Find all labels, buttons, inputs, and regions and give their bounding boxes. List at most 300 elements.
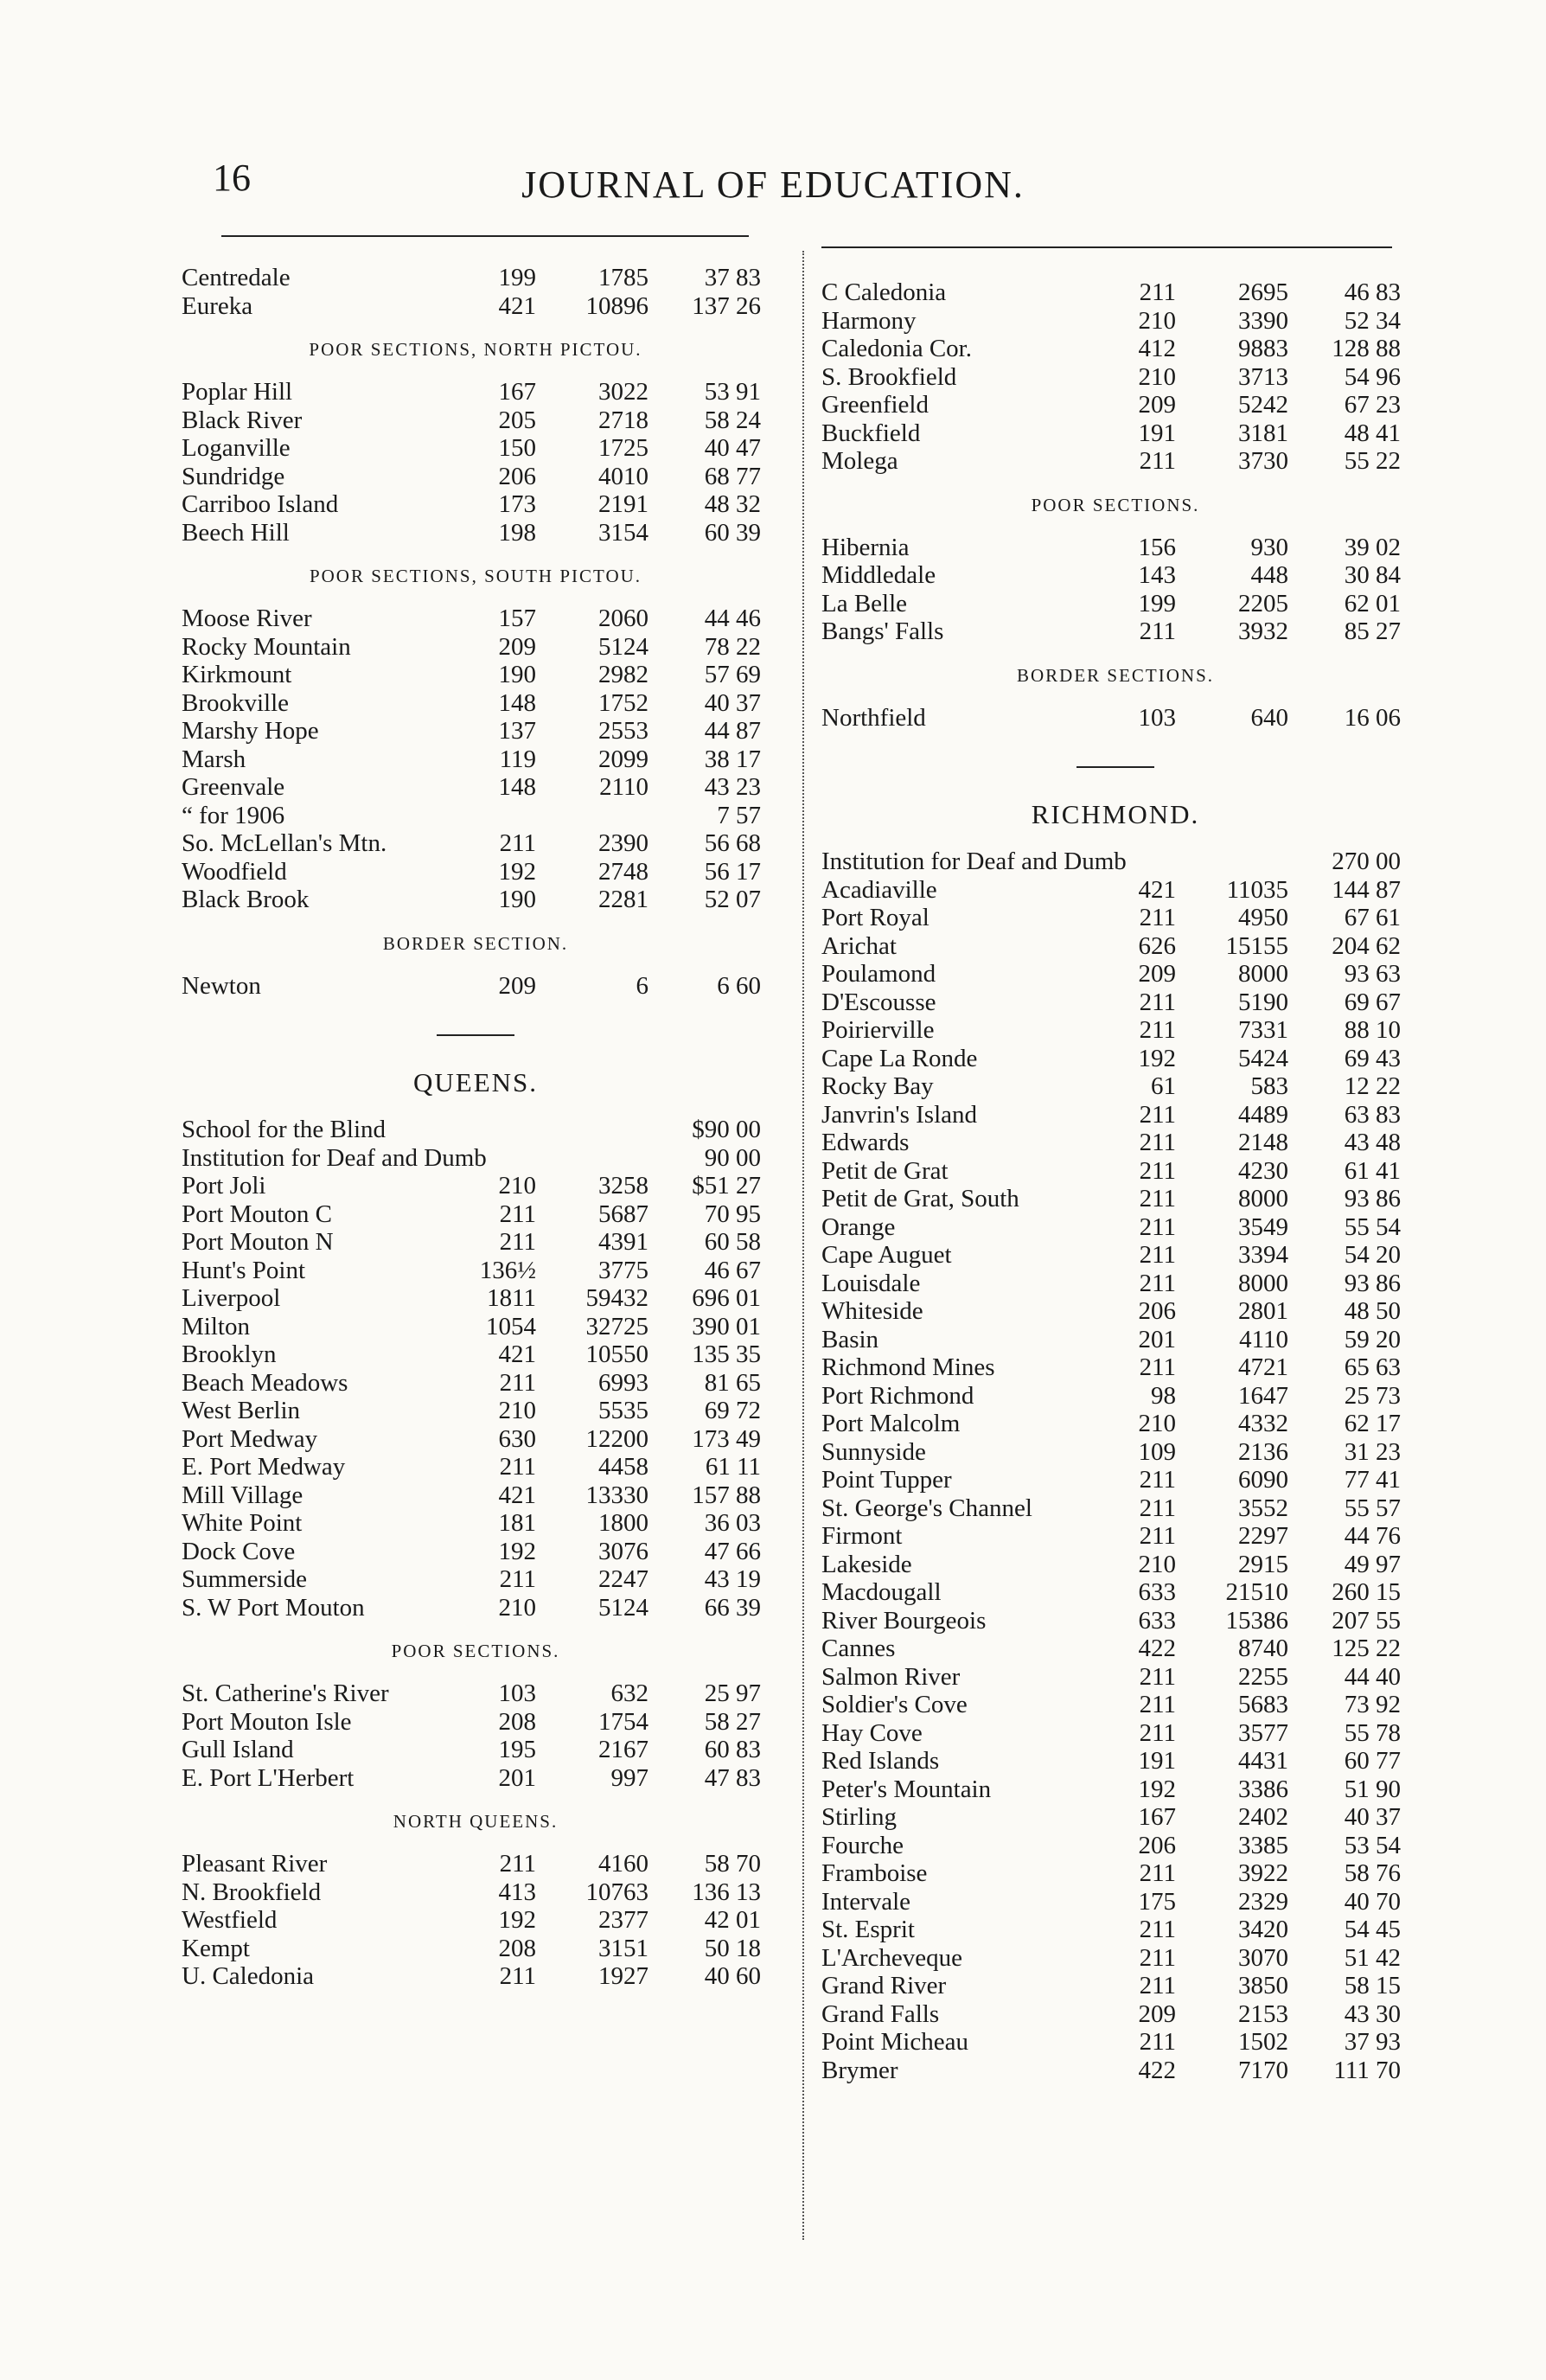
entry-days: 209 bbox=[498, 632, 536, 661]
table-row bbox=[182, 1453, 770, 1481]
entry-name: Port Malcolm bbox=[821, 1410, 961, 1437]
entry-attendance: 997 bbox=[610, 1763, 648, 1792]
entry-attendance: 10550 bbox=[585, 1340, 648, 1368]
entry-name: Kirkmount bbox=[182, 661, 292, 688]
entry-days: 633 bbox=[1138, 1578, 1176, 1606]
poor-north-table bbox=[182, 378, 770, 547]
entry-name: Acadiaville bbox=[821, 875, 937, 904]
entry-name: Eureka bbox=[182, 291, 253, 320]
entry-days: 209 bbox=[1138, 391, 1176, 419]
table-row bbox=[821, 307, 1409, 336]
entry-days: 412 bbox=[1138, 335, 1176, 362]
table-row bbox=[821, 1129, 1409, 1157]
entry-name: Institution for Deaf and Dumb bbox=[182, 1143, 487, 1172]
entry-attendance: 21510 bbox=[1225, 1578, 1288, 1606]
entry-attendance: 8000 bbox=[1238, 1185, 1288, 1212]
entry-amount: 88 10 bbox=[1344, 1016, 1401, 1044]
entry-name: Gull Island bbox=[182, 1736, 294, 1763]
entry-name: Liverpool bbox=[182, 1284, 281, 1312]
entry-name: St. Catherine's River bbox=[182, 1679, 389, 1707]
entry-amount: 56 17 bbox=[704, 857, 761, 886]
entry-amount: 696 01 bbox=[692, 1284, 761, 1312]
table-row bbox=[821, 932, 1409, 961]
entry-days: 201 bbox=[1138, 1325, 1176, 1353]
entry-attendance: 2191 bbox=[598, 490, 648, 518]
entry-amount: 58 70 bbox=[704, 1850, 761, 1878]
entry-days: 191 bbox=[1138, 419, 1176, 447]
table-row bbox=[821, 1101, 1409, 1129]
entry-amount: 144 87 bbox=[1332, 875, 1401, 904]
entry-amount: 55 54 bbox=[1344, 1212, 1401, 1241]
entry-attendance: 2329 bbox=[1238, 1887, 1288, 1916]
entry-days: 167 bbox=[1138, 1803, 1176, 1831]
richmond-table bbox=[821, 848, 1409, 2084]
left-top-table bbox=[182, 264, 770, 320]
entry-days: 192 bbox=[498, 1906, 536, 1934]
entry-attendance: 7331 bbox=[1238, 1016, 1288, 1044]
table-row bbox=[182, 1679, 770, 1708]
entry-attendance: 3775 bbox=[598, 1256, 648, 1284]
entry-attendance: 2110 bbox=[599, 773, 648, 801]
entry-amount: 39 02 bbox=[1344, 533, 1401, 561]
table-row bbox=[182, 661, 770, 689]
entry-amount: 43 23 bbox=[704, 773, 761, 801]
right-top-table bbox=[821, 278, 1409, 476]
entry-days: 211 bbox=[499, 1228, 536, 1256]
table-row bbox=[182, 689, 770, 718]
entry-days: 422 bbox=[1138, 1635, 1176, 1662]
entry-amount: 58 24 bbox=[704, 406, 761, 434]
entry-days: 206 bbox=[1138, 1831, 1176, 1859]
entry-name: Beach Meadows bbox=[182, 1368, 348, 1397]
table-row bbox=[821, 1045, 1409, 1073]
table-row bbox=[821, 534, 1409, 562]
entry-name: Intervale bbox=[821, 1887, 911, 1916]
entry-name: Molega bbox=[821, 447, 898, 475]
entry-attendance: 4458 bbox=[598, 1453, 648, 1481]
entry-attendance: 3552 bbox=[1238, 1494, 1288, 1522]
entry-name: Cape La Ronde bbox=[821, 1044, 978, 1072]
entry-attendance: 2167 bbox=[598, 1736, 648, 1763]
entry-amount: 69 43 bbox=[1344, 1044, 1401, 1072]
entry-days: 211 bbox=[499, 1850, 536, 1878]
table-row bbox=[821, 1213, 1409, 1242]
table-row bbox=[182, 1340, 770, 1369]
entry-name: Caledonia Cor. bbox=[821, 335, 972, 362]
table-row bbox=[821, 1353, 1409, 1382]
entry-days: 211 bbox=[1139, 1269, 1176, 1297]
entry-attendance: 1752 bbox=[598, 688, 648, 717]
entry-name: So. McLellan's Mtn. bbox=[182, 829, 387, 857]
entry-amount: 40 60 bbox=[704, 1962, 761, 1990]
entry-days: 211 bbox=[1139, 1972, 1176, 1999]
entry-name: La Belle bbox=[821, 589, 908, 617]
entry-attendance: 1647 bbox=[1238, 1381, 1288, 1410]
entry-name: Louisdale bbox=[821, 1269, 921, 1297]
entry-amount: 270 00 bbox=[1332, 848, 1401, 875]
entry-attendance: 2060 bbox=[598, 605, 648, 632]
entry-amount: 40 47 bbox=[704, 434, 761, 462]
entry-days: 211 bbox=[1139, 1522, 1176, 1550]
entry-days: 143 bbox=[1138, 561, 1176, 589]
entry-name: Black River bbox=[182, 406, 303, 434]
section-heading: BORDER SECTION. bbox=[382, 932, 569, 954]
entry-days: 211 bbox=[1139, 988, 1176, 1016]
table-row bbox=[821, 1185, 1409, 1213]
entry-name: Sunnyside bbox=[821, 1437, 926, 1466]
entry-amount: 77 41 bbox=[1344, 1466, 1401, 1494]
entry-amount: 93 63 bbox=[1344, 960, 1401, 988]
entry-amount: 30 84 bbox=[1344, 561, 1401, 589]
entry-days: 209 bbox=[1138, 1999, 1176, 2028]
entry-days: 211 bbox=[1139, 1241, 1176, 1269]
entry-attendance: 3394 bbox=[1238, 1241, 1288, 1269]
entry-days: 199 bbox=[498, 264, 536, 291]
entry-name: Orange bbox=[821, 1212, 896, 1241]
queens-poor-table bbox=[182, 1679, 770, 1792]
entry-name: Hibernia bbox=[821, 533, 910, 561]
entry-days: 211 bbox=[1139, 1494, 1176, 1522]
entry-days: 198 bbox=[498, 518, 536, 547]
entry-amount: 51 90 bbox=[1344, 1775, 1401, 1803]
entry-days: 205 bbox=[498, 406, 536, 434]
entry-attendance: 5124 bbox=[598, 632, 648, 661]
entry-name: Whiteside bbox=[821, 1297, 923, 1325]
entry-attendance: 10763 bbox=[585, 1878, 648, 1906]
table-row bbox=[182, 1313, 770, 1341]
entry-attendance: 3713 bbox=[1238, 362, 1288, 391]
entry-amount: 54 96 bbox=[1344, 362, 1401, 391]
entry-name: E. Port L'Herbert bbox=[182, 1763, 355, 1792]
entry-amount: 69 67 bbox=[1344, 988, 1401, 1016]
entry-amount: 69 72 bbox=[704, 1397, 761, 1424]
entry-amount: 52 07 bbox=[704, 886, 761, 913]
table-row bbox=[182, 1594, 770, 1622]
entry-amount: 204 62 bbox=[1332, 931, 1401, 960]
entry-name: L'Archeveque bbox=[821, 1943, 963, 1972]
table-row bbox=[821, 2028, 1409, 2057]
entry-name: St. George's Channel bbox=[821, 1494, 1032, 1522]
entry-days: 190 bbox=[498, 886, 536, 913]
entry-name: Poirierville bbox=[821, 1016, 935, 1044]
entry-name: Rocky Mountain bbox=[182, 632, 351, 661]
entry-attendance: 930 bbox=[1250, 533, 1288, 561]
entry-name: Marshy Hope bbox=[182, 717, 319, 745]
entry-attendance bbox=[536, 1144, 648, 1173]
entry-name: Salmon River bbox=[821, 1662, 961, 1691]
entry-days: 206 bbox=[498, 462, 536, 490]
entry-name: Edwards bbox=[821, 1129, 910, 1156]
table-row bbox=[182, 1906, 770, 1935]
entry-attendance: 2247 bbox=[598, 1565, 648, 1593]
entry-name: Woodfield bbox=[182, 857, 287, 886]
table-row bbox=[821, 1494, 1409, 1523]
entry-attendance: 2695 bbox=[1238, 278, 1288, 306]
table-row bbox=[821, 1578, 1409, 1607]
table-row bbox=[182, 463, 770, 491]
entry-name: Basin bbox=[821, 1325, 879, 1353]
entry-days: 211 bbox=[1139, 278, 1176, 306]
entry-attendance: 3730 bbox=[1238, 447, 1288, 475]
table-row bbox=[821, 1382, 1409, 1411]
entry-days: 208 bbox=[498, 1707, 536, 1736]
entry-days: 1811 bbox=[487, 1284, 536, 1312]
entry-amount: 46 83 bbox=[1344, 278, 1401, 306]
county-heading-richmond: RICHMOND. bbox=[1031, 799, 1200, 829]
entry-amount: 46 67 bbox=[704, 1256, 761, 1284]
entry-days: 103 bbox=[1138, 703, 1176, 732]
table-row bbox=[821, 1972, 1409, 2000]
entry-name: C Caledonia bbox=[821, 278, 947, 306]
entry-days: 211 bbox=[1139, 1466, 1176, 1494]
entry-name: Northfield bbox=[821, 703, 926, 732]
entry-amount: 128 88 bbox=[1332, 335, 1401, 362]
entry-amount: 73 92 bbox=[1344, 1691, 1401, 1718]
table-row bbox=[821, 1466, 1409, 1494]
entry-name: Port Joli bbox=[182, 1172, 266, 1200]
entry-name: Newton bbox=[182, 971, 261, 1000]
entry-name: Brooklyn bbox=[182, 1340, 277, 1368]
table-row bbox=[182, 519, 770, 547]
entry-days: 191 bbox=[1138, 1747, 1176, 1775]
table-row bbox=[821, 704, 1409, 733]
entry-amount: 25 73 bbox=[1344, 1381, 1401, 1410]
entry-amount: 61 41 bbox=[1344, 1156, 1401, 1185]
entry-amount: 67 61 bbox=[1344, 904, 1401, 931]
entry-amount: 67 23 bbox=[1344, 391, 1401, 419]
entry-name: Centredale bbox=[182, 264, 291, 291]
entry-attendance: 1725 bbox=[598, 434, 648, 462]
table-row bbox=[821, 1157, 1409, 1186]
entry-days: 211 bbox=[1139, 1859, 1176, 1887]
entry-name: Petit de Grat, South bbox=[821, 1185, 1019, 1212]
entry-attendance: 4489 bbox=[1238, 1100, 1288, 1129]
entry-attendance: 3022 bbox=[598, 378, 648, 406]
table-row bbox=[182, 1565, 770, 1594]
entry-amount: $90 00 bbox=[692, 1116, 761, 1143]
entry-amount: 59 20 bbox=[1344, 1325, 1401, 1353]
entry-name: Marsh bbox=[182, 745, 246, 773]
entry-amount: 37 83 bbox=[704, 264, 761, 291]
entry-days: 211 bbox=[1139, 617, 1176, 645]
entry-attendance: 2402 bbox=[1238, 1803, 1288, 1831]
entry-attendance: 3181 bbox=[1238, 419, 1288, 447]
entry-attendance: 2748 bbox=[598, 857, 648, 886]
section-heading: POOR SECTIONS. bbox=[391, 1641, 560, 1661]
table-row bbox=[821, 1888, 1409, 1916]
entry-attendance: 5190 bbox=[1238, 988, 1288, 1016]
table-row bbox=[182, 972, 770, 1001]
entry-amount: 40 70 bbox=[1344, 1887, 1401, 1916]
table-row bbox=[821, 904, 1409, 932]
section-divider-dash bbox=[437, 1034, 514, 1036]
table-row bbox=[182, 717, 770, 745]
entry-amount: 25 97 bbox=[704, 1679, 761, 1707]
entry-amount: 68 77 bbox=[704, 462, 761, 490]
entry-name: Poplar Hill bbox=[182, 378, 293, 406]
entry-days: 211 bbox=[1139, 1016, 1176, 1044]
entry-days: 211 bbox=[1139, 1129, 1176, 1156]
entry-name: Kempt bbox=[182, 1934, 250, 1962]
entry-name: E. Port Medway bbox=[182, 1453, 346, 1481]
entry-attendance: 2801 bbox=[1238, 1297, 1288, 1325]
table-row bbox=[821, 447, 1409, 476]
entry-name: “ for 1906 bbox=[182, 801, 285, 829]
entry-attendance: 2982 bbox=[598, 661, 648, 688]
entry-name: Grand Falls bbox=[821, 1999, 940, 2028]
table-row bbox=[821, 848, 1409, 876]
entry-days: 192 bbox=[1138, 1044, 1176, 1072]
top-rule-right bbox=[821, 246, 1392, 248]
entry-amount: 81 65 bbox=[704, 1368, 761, 1397]
entry-attendance: 583 bbox=[1250, 1072, 1288, 1100]
section-heading: POOR SECTIONS. bbox=[1031, 494, 1200, 515]
entry-attendance: 3151 bbox=[598, 1934, 648, 1962]
entry-amount: 93 86 bbox=[1344, 1185, 1401, 1212]
table-row bbox=[821, 1663, 1409, 1692]
entry-amount: 173 49 bbox=[692, 1424, 761, 1453]
table-row bbox=[821, 1297, 1409, 1326]
entry-name: Macdougall bbox=[821, 1578, 942, 1606]
table-row bbox=[182, 1708, 770, 1737]
north-queens-table bbox=[182, 1850, 770, 1991]
entry-amount: 54 45 bbox=[1344, 1916, 1401, 1943]
entry-amount: 61 11 bbox=[705, 1453, 761, 1481]
entry-attendance: 4391 bbox=[598, 1228, 648, 1256]
entry-days: 190 bbox=[498, 661, 536, 688]
entry-days: 211 bbox=[1139, 1943, 1176, 1972]
entry-amount: 51 42 bbox=[1344, 1943, 1401, 1972]
entry-attendance: 3850 bbox=[1238, 1972, 1288, 1999]
table-row bbox=[182, 1935, 770, 1963]
entry-name: Black Brook bbox=[182, 886, 310, 913]
table-row bbox=[182, 745, 770, 774]
entry-attendance: 2390 bbox=[598, 829, 648, 857]
entry-days: 156 bbox=[1138, 533, 1176, 561]
right-column bbox=[821, 278, 1409, 2084]
table-row bbox=[182, 886, 770, 914]
entry-attendance: 15386 bbox=[1225, 1606, 1288, 1635]
entry-amount: 66 39 bbox=[704, 1593, 761, 1622]
entry-amount: 58 27 bbox=[704, 1707, 761, 1736]
entry-amount: 7 57 bbox=[717, 801, 761, 829]
entry-days: 211 bbox=[1139, 904, 1176, 931]
entry-attendance: 3258 bbox=[598, 1172, 648, 1200]
queens-table bbox=[182, 1116, 770, 1622]
entry-days: 192 bbox=[498, 1537, 536, 1565]
entry-days: 181 bbox=[498, 1509, 536, 1537]
entry-days: 211 bbox=[1139, 1718, 1176, 1747]
entry-amount: 43 19 bbox=[704, 1565, 761, 1593]
column-divider bbox=[802, 251, 804, 2240]
table-row bbox=[182, 1509, 770, 1538]
entry-name: Buckfield bbox=[821, 419, 921, 447]
entry-attendance: 2148 bbox=[1238, 1129, 1288, 1156]
entry-name: White Point bbox=[182, 1509, 303, 1537]
entry-amount: 48 41 bbox=[1344, 419, 1401, 447]
entry-attendance: 4110 bbox=[1239, 1325, 1288, 1353]
table-row bbox=[182, 1962, 770, 1991]
entry-attendance: 3070 bbox=[1238, 1943, 1288, 1972]
entry-amount: 43 30 bbox=[1344, 1999, 1401, 2028]
table-row bbox=[821, 2057, 1409, 2085]
entry-amount: 60 83 bbox=[704, 1736, 761, 1763]
entry-attendance: 4010 bbox=[598, 462, 648, 490]
table-row bbox=[821, 1410, 1409, 1438]
entry-amount: 70 95 bbox=[704, 1200, 761, 1228]
entry-name: Poulamond bbox=[821, 960, 936, 988]
entry-attendance: 5535 bbox=[598, 1397, 648, 1424]
right-border-table bbox=[821, 704, 1409, 733]
entry-amount: 260 15 bbox=[1332, 1578, 1401, 1606]
entry-name: Rocky Bay bbox=[821, 1072, 934, 1100]
entry-name: Lakeside bbox=[821, 1550, 912, 1578]
entry-name: U. Caledonia bbox=[182, 1962, 315, 1990]
entry-attendance: 2553 bbox=[598, 717, 648, 745]
entry-days: 61 bbox=[1151, 1072, 1176, 1100]
entry-amount: 136 13 bbox=[692, 1878, 761, 1906]
entry-amount: 90 00 bbox=[704, 1143, 761, 1172]
table-row bbox=[182, 1116, 770, 1144]
entry-days: 209 bbox=[498, 971, 536, 1000]
entry-attendance: 13330 bbox=[585, 1481, 648, 1509]
entry-amount: 62 01 bbox=[1344, 589, 1401, 617]
table-row bbox=[182, 1144, 770, 1173]
entry-name: Beech Hill bbox=[182, 518, 290, 547]
entry-days: 210 bbox=[498, 1593, 536, 1622]
table-row bbox=[821, 1775, 1409, 1804]
entry-amount: 54 20 bbox=[1344, 1241, 1401, 1269]
table-row bbox=[182, 490, 770, 519]
entry-amount: 390 01 bbox=[692, 1312, 761, 1340]
top-rule-left bbox=[221, 235, 749, 237]
entry-amount: 12 22 bbox=[1344, 1072, 1401, 1100]
entry-days: 211 bbox=[1139, 1691, 1176, 1718]
entry-amount: 207 55 bbox=[1332, 1606, 1401, 1635]
table-row bbox=[821, 278, 1409, 307]
entry-name: Port Mouton N bbox=[182, 1228, 334, 1256]
entry-attendance: 11035 bbox=[1226, 875, 1288, 904]
table-row bbox=[821, 1916, 1409, 1944]
entry-days: 103 bbox=[498, 1679, 536, 1707]
entry-days: 157 bbox=[498, 605, 536, 632]
entry-name: Port Mouton Isle bbox=[182, 1707, 352, 1736]
entry-amount: 78 22 bbox=[704, 632, 761, 661]
running-head: JOURNAL OF EDUCATION. bbox=[521, 163, 1025, 206]
entry-attendance bbox=[536, 1116, 648, 1144]
entry-amount: 44 40 bbox=[1344, 1662, 1401, 1691]
entry-days: 211 bbox=[1139, 1916, 1176, 1943]
entry-attendance: 3385 bbox=[1238, 1831, 1288, 1859]
entry-amount: 47 66 bbox=[704, 1537, 761, 1565]
entry-attendance: 2205 bbox=[1238, 589, 1288, 617]
table-row bbox=[821, 1747, 1409, 1775]
entry-attendance: 1502 bbox=[1238, 2028, 1288, 2056]
entry-attendance: 4160 bbox=[598, 1850, 648, 1878]
entry-amount: 93 86 bbox=[1344, 1269, 1401, 1297]
table-row bbox=[182, 378, 770, 406]
entry-name: St. Esprit bbox=[821, 1916, 915, 1943]
table-row bbox=[821, 1832, 1409, 1860]
entry-days bbox=[467, 802, 536, 830]
entry-days bbox=[467, 1116, 536, 1144]
table-row bbox=[821, 988, 1409, 1017]
table-row bbox=[182, 829, 770, 858]
table-row bbox=[182, 1172, 770, 1200]
entry-days: 192 bbox=[498, 857, 536, 886]
border-table bbox=[182, 972, 770, 1001]
entry-days: 119 bbox=[499, 745, 536, 773]
